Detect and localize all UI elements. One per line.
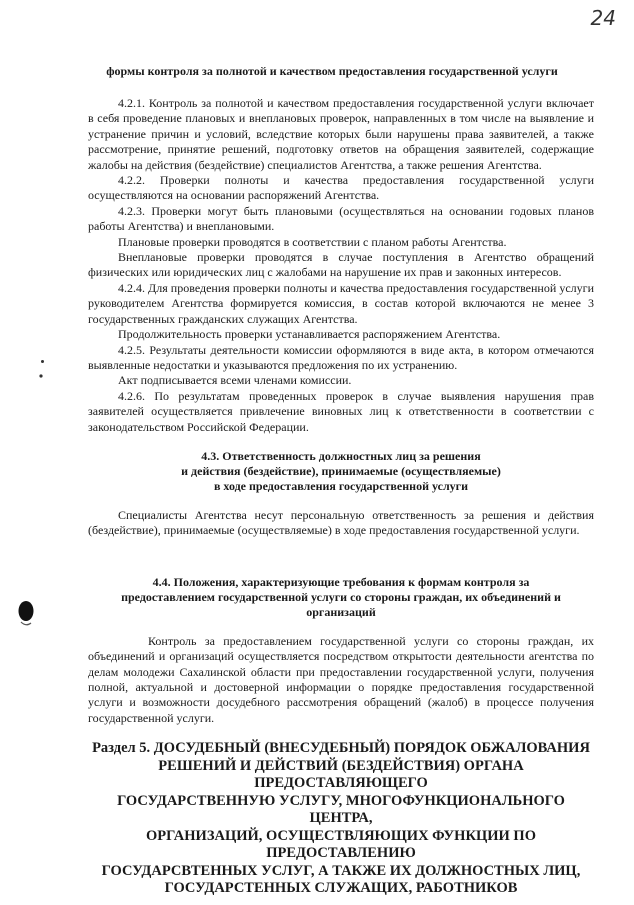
heading-4-4-line: организаций — [306, 604, 376, 619]
paragraph-4-4: Контроль за предоставлением государственной услуги со стороны граждан, их объединений и организаций осуществляется посредством открытости деятельности агентства по делам молодежи Сахалинской области при предоставлении государственной услуги, получения полной, актуальной и достоверной информации о порядке предоставления государственной услуги и возможности досудебного рассмотрения обращений (жалоб) в процессе получения государственной услуги. — [88, 633, 594, 725]
scan-speck — [41, 360, 44, 363]
heading-5-line: ГОСУДАРСТВЕННУЮ УСЛУГУ, МНОГОФУНКЦИОНАЛЬНОГО ЦЕНТРА, — [117, 792, 565, 827]
paragraph-planned: Плановые проверки проводятся в соответствии с планом работы Агентства. — [118, 234, 507, 249]
heading-5-line: ГОСУДАРСВТЕННЫХ УСЛУГ, А ТАКЖЕ ИХ ДОЛЖНОСТНЫХ ЛИЦ, — [101, 862, 581, 879]
heading-5-line: ГОСУДАРСТЕННЫХ СЛУЖАЩИХ, РАБОТНИКОВ — [164, 880, 518, 897]
scan-speck — [38, 373, 44, 379]
paragraph-4-2-2: 4.2.2. Проверки полноты и качества предоставления государственной услуги осуществляются на основании распоряжений Агентства. — [88, 173, 594, 203]
paragraph-4-2-5: 4.2.5. Результаты деятельности комиссии оформляются в виде акта, в котором отмечаются выявленные недостатки и указываются предложения по их устранению. — [88, 342, 594, 372]
hole-punch-mark — [18, 600, 34, 628]
heading-4-3-line: в ходе предоставления государственной услуги — [213, 478, 469, 493]
paragraph-4-3: Специалисты Агентства несут персональную ответственность за решения и действия (бездействие), принимаемые (осуществляемые) в ходе предоставления государственной услуги. — [88, 507, 594, 538]
handwritten-page-number: 24 — [590, 6, 616, 30]
paragraph-4-2-3: 4.2.3. Проверки могут быть плановыми (осуществляться на основании годовых планов работы Агентства) и внеплановыми. — [88, 203, 594, 234]
section-heading-top: формы контроля за полнотой и качеством предоставления государственной услуги — [106, 64, 558, 78]
paragraph-act: Акт подписывается всеми членами комиссии. — [118, 373, 352, 388]
heading-4-3-line: 4.3. Ответственность должностных лиц за решения — [201, 448, 481, 463]
heading-4-3 — [88, 449, 594, 494]
heading-4-4 — [88, 575, 594, 620]
document-body — [88, 96, 594, 898]
paragraph-duration: Продолжительность проверки устанавливается распоряжением Агентства. — [118, 327, 501, 342]
heading-4-4-line: 4.4. Положения, характеризующие требования к формам контроля за — [152, 574, 530, 589]
heading-section-5 — [88, 740, 594, 898]
paragraph-4-2-4: 4.2.4. Для проведения проверки полноты и качества предоставления государственной услуги руководителем Агентства формируется комиссия, в состав которой включаются не менее 3 государственных гражданских служащих Агентства. — [88, 280, 594, 326]
heading-4-4-line: предоставлением государственной услуги со стороны граждан, их объединений и — [121, 589, 561, 604]
heading-5-line: Раздел 5. ДОСУДЕБНЫЙ (ВНЕСУДЕБНЫЙ) ПОРЯДОК ОБЖАЛОВАНИЯ — [92, 740, 590, 757]
heading-4-3-line: и действия (бездействие), принимаемые (осуществляемые) — [181, 463, 501, 478]
paragraph-4-2-1: 4.2.1. Контроль за полнотой и качеством предоставления государственной услуги включает в себя проведение плановых и внеплановых проверок, направленных в том числе на выявление и устранение причин и условий, вследствие которых были нарушены права заявителей, а также рассмотрение, принятие решений, подготовку ответов на обращения заявителей, содержащие жалобы на действия (бездействие) специалистов Агентства, а также решения Агентства. — [88, 96, 594, 172]
paragraph-unplanned: Внеплановые проверки проводятся в случае поступления в Агентство обращений физических или юридических лиц с жалобами на нарушение их прав и законных интересов. — [88, 250, 594, 280]
paragraph-4-2-6: 4.2.6. По результатам проведенных проверок в случае выявления нарушения прав заявителей осуществляется привлечение виновных лиц к ответственности в соответствии с законодательством Российской Федерации. — [88, 388, 594, 434]
heading-5-line: ОРГАНИЗАЦИЙ, ОСУЩЕСТВЛЯЮЩИХ ФУНКЦИИ ПО ПРЕДОСТАВЛЕНИЮ — [146, 827, 536, 862]
heading-5-line: РЕШЕНИЙ И ДЕЙСТВИЙ (БЕЗДЕЙСТВИЯ) ОРГАНА ПРЕДОСТАВЛЯЮЩЕГО — [158, 757, 524, 792]
